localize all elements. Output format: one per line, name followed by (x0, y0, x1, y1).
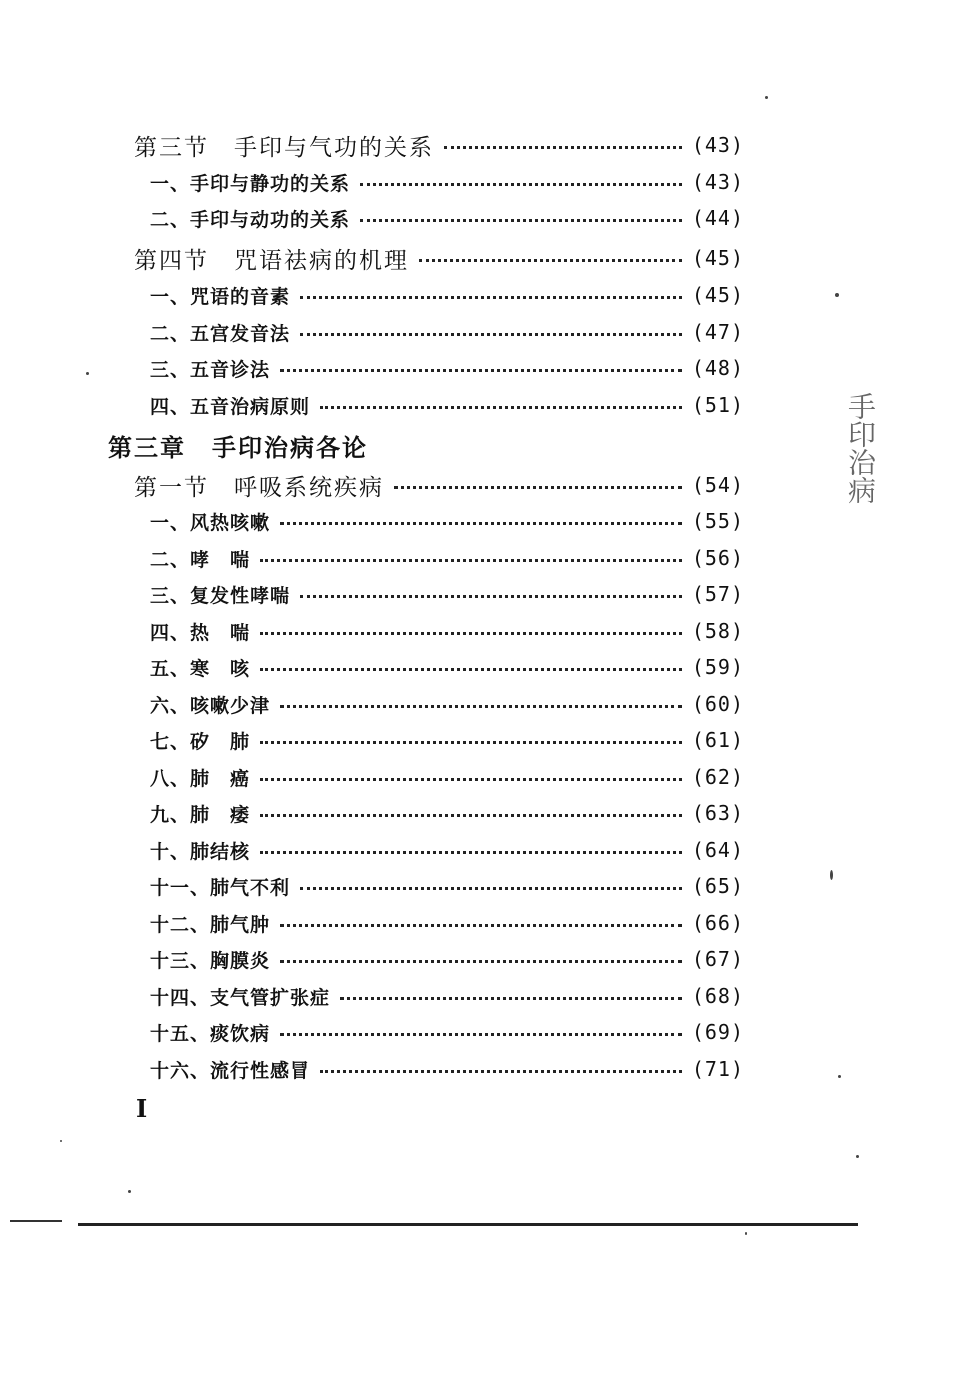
toc-leader-dots (280, 369, 682, 372)
toc-entry-title: 十五、痰饮病 (150, 1022, 271, 1045)
toc-entry[interactable] (150, 543, 744, 573)
toc-entry-page: (48) (691, 356, 744, 380)
toc-entry-page: (51) (691, 393, 744, 417)
page-number: I (136, 1094, 148, 1123)
toc-entry-title: 六、咳嗽少津 (150, 694, 271, 717)
toc-entry-section[interactable] (134, 470, 744, 500)
toc-entry-title: 七、矽 肺 (150, 730, 251, 753)
toc-leader-dots (280, 705, 682, 708)
chapter-heading[interactable]: 第三章 手印治病各论 (108, 434, 368, 462)
toc-leader-dots (280, 522, 682, 525)
toc-entry-title: 十一、肺气不利 (150, 876, 291, 899)
scan-bottom-rule (78, 1223, 858, 1226)
toc-entry-title: 九、肺 痿 (150, 803, 251, 826)
scan-speck (745, 1232, 747, 1235)
toc-entry-page: (44) (691, 206, 744, 230)
scan-speck (60, 1140, 62, 1142)
toc-entry-title: 一、手印与静功的关系 (150, 172, 351, 195)
toc-entry[interactable] (150, 616, 744, 646)
scan-speck (838, 1075, 841, 1078)
toc-leader-dots (394, 486, 682, 489)
toc-leader-dots (360, 219, 682, 222)
toc-entry-page: (59) (691, 655, 744, 679)
toc-entry-title: 五、寒 咳 (150, 657, 251, 680)
toc-entry-page: (45) (691, 246, 744, 270)
toc-entry[interactable] (150, 689, 744, 719)
toc-entry-title: 二、手印与动功的关系 (150, 208, 351, 231)
toc-leader-dots (260, 778, 682, 781)
toc-entry-title: 十六、流行性感冒 (150, 1059, 311, 1082)
toc-entry-title: 第三节 手印与气功的关系 (134, 134, 434, 161)
toc-entry-page: (57) (691, 582, 744, 606)
toc-leader-dots (260, 668, 682, 671)
toc-entry-page: (47) (691, 320, 744, 344)
toc-entry-page: (68) (691, 984, 744, 1008)
toc-entry-title: 二、哮 喘 (150, 548, 251, 571)
toc-entry[interactable] (150, 762, 744, 792)
toc-leader-dots (320, 1070, 682, 1073)
toc-leader-dots (444, 146, 682, 149)
toc-entry-title: 三、五音诊法 (150, 358, 271, 381)
toc-entry-page: (66) (691, 911, 744, 935)
toc-leader-dots (340, 997, 682, 1000)
toc-entry-title: 四、五音治病原则 (150, 395, 311, 418)
toc-entry-page: (61) (691, 728, 744, 752)
toc-entry[interactable] (150, 203, 744, 233)
toc-entry-title: 十三、胸膜炎 (150, 949, 271, 972)
toc-entry-section[interactable] (134, 243, 744, 273)
scan-speck (765, 96, 768, 99)
toc-entry[interactable] (150, 835, 744, 865)
bleed-through-text: 手印治病 (844, 392, 877, 504)
toc-entry-page: (69) (691, 1020, 744, 1044)
toc-entry-page: (71) (691, 1057, 744, 1081)
bleed-through-title (840, 392, 876, 515)
toc-leader-dots (280, 924, 682, 927)
toc-entry-page: (67) (691, 947, 744, 971)
toc-entry-section[interactable] (134, 130, 744, 160)
toc-entry-page: (55) (691, 509, 744, 533)
toc-entry-title: 一、风热咳嗽 (150, 511, 271, 534)
toc-entry[interactable] (150, 390, 744, 420)
toc-entry[interactable] (150, 908, 744, 938)
toc-entry[interactable] (150, 944, 744, 974)
toc-leader-dots (300, 887, 682, 890)
toc-entry-page: (43) (691, 133, 744, 157)
toc-leader-dots (300, 595, 682, 598)
toc-entry-page: (43) (691, 170, 744, 194)
toc-entry-title: 一、咒语的音素 (150, 285, 291, 308)
toc-entry[interactable] (150, 579, 744, 609)
toc-entry[interactable] (150, 280, 744, 310)
toc-entry-title: 三、复发性哮喘 (150, 584, 291, 607)
scan-speck (830, 870, 833, 880)
toc-entry-title: 二、五宫发音法 (150, 322, 291, 345)
toc-entry-page: (56) (691, 546, 744, 570)
scan-speck (86, 372, 89, 375)
toc-entry[interactable] (150, 317, 744, 347)
toc-entry-page: (45) (691, 283, 744, 307)
toc-entry[interactable] (150, 652, 744, 682)
toc-entry[interactable] (150, 725, 744, 755)
toc-entry[interactable] (150, 798, 744, 828)
toc-entry[interactable] (150, 1054, 744, 1084)
toc-entry[interactable] (150, 167, 744, 197)
scan-rule-fragment (10, 1220, 62, 1222)
toc-entry[interactable] (150, 981, 744, 1011)
toc-entry-title: 十、肺结核 (150, 840, 251, 863)
toc-leader-dots (419, 259, 682, 262)
toc-entry-title: 第四节 咒语祛病的机理 (134, 247, 409, 274)
toc-entry[interactable] (150, 506, 744, 536)
toc-leader-dots (260, 814, 682, 817)
toc-leader-dots (260, 851, 682, 854)
toc-entry-title: 第一节 呼吸系统疾病 (134, 474, 384, 501)
toc-entry-page: (60) (691, 692, 744, 716)
toc-entry-page: (64) (691, 838, 744, 862)
scan-speck (856, 1155, 859, 1158)
toc-leader-dots (280, 960, 682, 963)
scan-speck (128, 1190, 131, 1193)
toc-entry-title: 四、热 喘 (150, 621, 251, 644)
toc-entry[interactable] (150, 871, 744, 901)
toc-entry-page: (58) (691, 619, 744, 643)
toc-leader-dots (300, 296, 682, 299)
toc-entry[interactable] (150, 353, 744, 383)
toc-entry-title: 八、肺 癌 (150, 767, 251, 790)
toc-leader-dots (260, 632, 682, 635)
toc-leader-dots (320, 406, 682, 409)
toc-leader-dots (280, 1033, 682, 1036)
toc-entry-page: (62) (691, 765, 744, 789)
toc-entry-title: 十四、支气管扩张症 (150, 986, 331, 1009)
toc-entry-page: (63) (691, 801, 744, 825)
toc-leader-dots (260, 741, 682, 744)
toc-entry-page: (54) (691, 473, 744, 497)
toc-leader-dots (260, 559, 682, 562)
toc-entry[interactable] (150, 1017, 744, 1047)
toc-leader-dots (300, 333, 682, 336)
scan-speck (835, 293, 839, 297)
toc-entry-title: 十二、肺气肿 (150, 913, 271, 936)
toc-leader-dots (360, 183, 682, 186)
toc-entry-page: (65) (691, 874, 744, 898)
